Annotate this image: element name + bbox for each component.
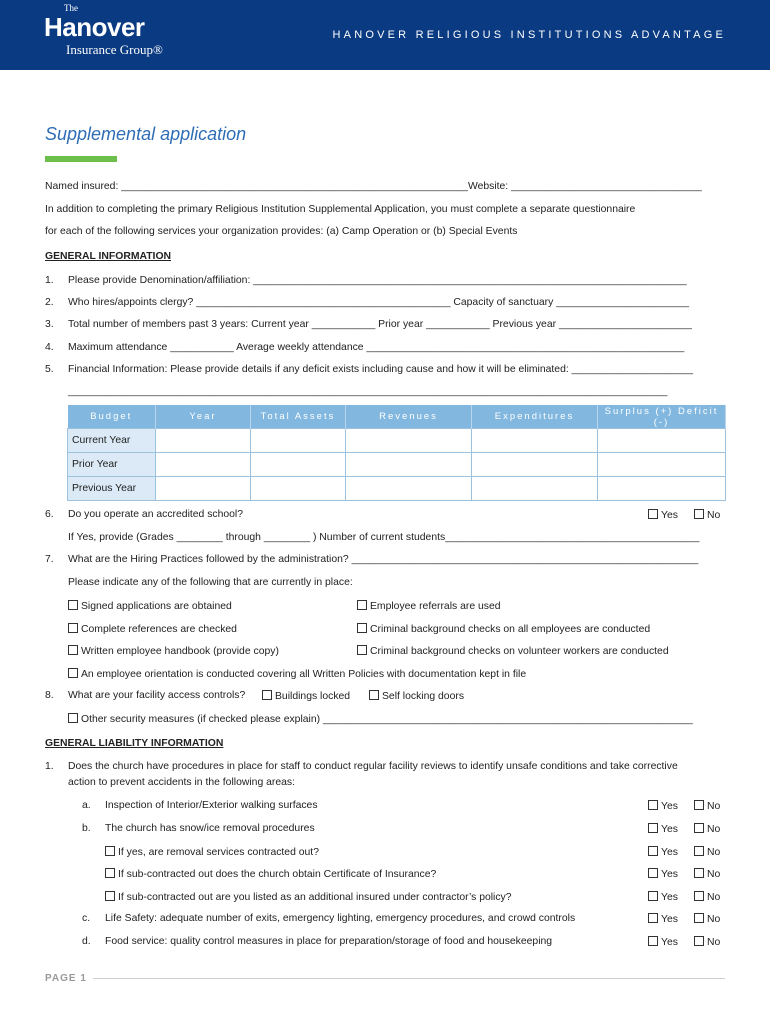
item-b3-yes[interactable] [648, 891, 678, 903]
hp-written-handbook[interactable] [68, 645, 279, 657]
q1-denomination-field[interactable]: Please provide Denomination/affiliation: ___________________________________________________________________________ [68, 275, 687, 286]
table-row [68, 477, 726, 501]
table-header-revenues: Revenues [346, 405, 472, 429]
table-cell-input[interactable] [598, 429, 726, 453]
q2-number: 2. [45, 297, 54, 308]
checkbox[interactable] [694, 823, 704, 833]
intro-line-1: In addition to completing the primary Religious Institution Supplemental Application, you must complete a separate questionnaire [45, 204, 636, 215]
item-b2-no[interactable] [694, 868, 720, 880]
checkbox[interactable] [648, 509, 658, 519]
item-b-snow-removal: The church has snow/ice removal procedures [105, 823, 315, 834]
row-label-current-year: Current Year [68, 429, 156, 453]
q8-other-label: Other security measures (if checked please explain) ________________________________________________________________ [81, 714, 693, 725]
table-cell-input[interactable] [598, 477, 726, 501]
item-b1-label: If yes, are removal services contracted out? [118, 847, 319, 858]
hp-references-label: Complete references are checked [81, 624, 237, 635]
table-header-year: Year [156, 405, 251, 429]
checkbox[interactable] [369, 690, 379, 700]
general-information-heading: GENERAL INFORMATION [45, 251, 172, 262]
item-a-no[interactable] [694, 800, 720, 812]
no-label: No [707, 824, 721, 835]
page-number: PAGE 1 [45, 973, 87, 984]
table-cell-input[interactable] [472, 453, 598, 477]
no-label: No [707, 869, 721, 880]
item-c-life-safety: Life Safety: adequate number of exits, emergency lighting, emergency procedures, and crowd controls [105, 913, 576, 924]
hp-employee-referrals[interactable] [357, 600, 501, 612]
q5-number: 5. [45, 364, 54, 375]
checkbox[interactable] [68, 668, 78, 678]
title-accent-bar [45, 156, 117, 162]
item-d-yes[interactable] [648, 936, 678, 948]
q5-financial-field[interactable]: Financial Information: Please provide details if any deficit exists including cause and how it will be eliminated: _____________________ [68, 364, 693, 375]
table-row [68, 453, 726, 477]
item-b3-additional-insured[interactable] [105, 891, 512, 903]
hp-employee-orientation[interactable] [68, 668, 526, 680]
q8-self-label: Self locking doors [382, 691, 465, 702]
item-b1-yes[interactable] [648, 846, 678, 858]
q5-answer-line[interactable]: ______________________________________________________________________________________________________________ [68, 386, 668, 397]
item-b-yes[interactable] [648, 823, 678, 835]
q4-number: 4. [45, 342, 54, 353]
yes-label: Yes [661, 847, 678, 858]
item-c-no[interactable] [694, 913, 720, 925]
yes-label: Yes [661, 937, 678, 948]
checkbox[interactable] [357, 623, 367, 633]
checkbox[interactable] [357, 600, 367, 610]
q8-buildings-label: Buildings locked [275, 691, 351, 702]
table-header-total-assets: Total Assets [251, 405, 346, 429]
q6-grades-field[interactable]: If Yes, provide (Grades ________ through ________ ) Number of current students____________________________________________ [68, 532, 700, 543]
logo-subtitle: Insurance Group® [66, 42, 163, 57]
q7-hiring-field[interactable]: What are the Hiring Practices followed by the administration? ____________________________________________________________ [68, 554, 699, 565]
checkbox[interactable] [694, 509, 704, 519]
row-label-prior-year: Prior Year [68, 453, 156, 477]
no-label: No [707, 847, 721, 858]
named-insured-field[interactable]: Named insured: ____________________________________________________________Website: _________________________________ [45, 181, 702, 192]
checkbox[interactable] [648, 800, 658, 810]
item-b2-label: If sub-contracted out does the church obtain Certificate of Insurance? [118, 869, 437, 880]
q8-self-locking-doors[interactable] [369, 690, 464, 702]
item-a-yes[interactable] [648, 800, 678, 812]
hp-signed-label: Signed applications are obtained [81, 601, 232, 612]
table-cell-input[interactable] [346, 453, 472, 477]
q3-number: 3. [45, 319, 54, 330]
q7-number: 7. [45, 554, 54, 565]
yes-label: Yes [661, 824, 678, 835]
checkbox[interactable] [694, 800, 704, 810]
table-cell-input[interactable] [251, 453, 346, 477]
checkbox[interactable] [694, 846, 704, 856]
yes-label: Yes [661, 510, 678, 521]
table-cell-input[interactable] [251, 429, 346, 453]
item-a-letter: a. [82, 800, 91, 811]
hp-criminal-vol-label: Criminal background checks on volunteer workers are conducted [370, 646, 669, 657]
checkbox[interactable] [694, 936, 704, 946]
checkbox[interactable] [648, 936, 658, 946]
gl-q1-number: 1. [45, 761, 54, 772]
hp-signed-applications[interactable] [68, 600, 232, 612]
checkbox[interactable] [648, 823, 658, 833]
financial-table-header [68, 405, 726, 429]
item-b3-no[interactable] [694, 891, 720, 903]
checkbox[interactable] [262, 690, 272, 700]
logo-the: The [64, 3, 78, 13]
q6-number: 6. [45, 509, 54, 520]
logo-hanover: Hanover [44, 12, 145, 42]
checkbox[interactable] [105, 891, 115, 901]
table-cell-input[interactable] [346, 429, 472, 453]
no-label: No [707, 937, 721, 948]
item-b1-no[interactable] [694, 846, 720, 858]
no-label: No [707, 801, 721, 812]
item-b1-contracted[interactable] [105, 846, 319, 858]
q4-attendance-field[interactable]: Maximum attendance ___________ Average weekly attendance _______________________________________________________ [68, 342, 685, 353]
no-label: No [707, 892, 721, 903]
financial-table [67, 405, 726, 501]
item-b-letter: b. [82, 823, 91, 834]
checkbox[interactable] [105, 846, 115, 856]
gl-q1-line-1: Does the church have procedures in place for staff to conduct regular facility reviews to identify unsafe conditions and take corrective [68, 761, 678, 772]
checkbox[interactable] [648, 868, 658, 878]
checkbox[interactable] [68, 600, 78, 610]
hp-criminal-all-label: Criminal background checks on all employees are conducted [370, 624, 651, 635]
q6-yes-option[interactable] [648, 509, 678, 521]
item-c-letter: c. [82, 913, 91, 924]
checkbox[interactable] [648, 846, 658, 856]
row-label-previous-year: Previous Year [68, 477, 156, 501]
yes-label: Yes [661, 801, 678, 812]
table-cell-input[interactable] [472, 429, 598, 453]
checkbox[interactable] [68, 623, 78, 633]
checkbox[interactable] [68, 645, 78, 655]
q3-members-field[interactable]: Total number of members past 3 years: Current year ___________ Prior year ___________ Previous year _______________________ [68, 319, 692, 330]
item-d-no[interactable] [694, 936, 720, 948]
table-header-surplus-deficit: Surplus (+) Deficit (-) [598, 405, 726, 429]
item-b2-yes[interactable] [648, 868, 678, 880]
checkbox[interactable] [68, 713, 78, 723]
q8-buildings-locked[interactable] [262, 690, 350, 702]
q8-other-security[interactable] [68, 713, 693, 725]
table-header-budget: Budget [68, 405, 156, 429]
page-title: Supplemental application [45, 124, 247, 144]
footer-divider [93, 978, 725, 979]
checkbox[interactable] [105, 868, 115, 878]
q8-number: 8. [45, 690, 54, 701]
item-b3-label: If sub-contracted out are you listed as an additional insured under contractor’s policy? [118, 892, 512, 903]
general-liability-heading: GENERAL LIABILITY INFORMATION [45, 738, 224, 749]
item-d-food-service: Food service: quality control measures in place for preparation/storage of food and housekeeping [105, 936, 553, 947]
table-header-expenditures: Expenditures [472, 405, 598, 429]
table-cell-input[interactable] [156, 477, 251, 501]
item-d-letter: d. [82, 936, 91, 947]
item-b2-certificate[interactable] [105, 868, 436, 880]
yes-label: Yes [661, 914, 678, 925]
q2-clergy-field[interactable]: Who hires/appoints clergy? ____________________________________________ Capacity of sanctuary _______________________ [68, 297, 690, 308]
hp-criminal-checks-employees[interactable] [357, 623, 650, 635]
q1-number: 1. [45, 275, 54, 286]
header-banner [0, 0, 770, 70]
item-b-no[interactable] [694, 823, 720, 835]
table-cell-input[interactable] [598, 453, 726, 477]
hp-criminal-checks-volunteers[interactable] [357, 645, 669, 657]
table-cell-input[interactable] [251, 477, 346, 501]
q7-instructions: Please indicate any of the following that are currently in place: [68, 577, 353, 588]
gl-q1-line-2: action to prevent accidents in the following areas: [68, 777, 295, 788]
intro-line-2: for each of the following services your organization provides: (a) Camp Operation or (b) Special Events [45, 226, 518, 237]
checkbox[interactable] [694, 913, 704, 923]
checkbox[interactable] [648, 891, 658, 901]
header-title: HANOVER RELIGIOUS INSTITUTIONS ADVANTAGE [332, 29, 726, 41]
no-label: No [707, 914, 721, 925]
table-row [68, 429, 726, 453]
item-c-yes[interactable] [648, 913, 678, 925]
table-cell-input[interactable] [346, 477, 472, 501]
checkbox[interactable] [357, 645, 367, 655]
checkbox[interactable] [648, 913, 658, 923]
checkbox[interactable] [694, 891, 704, 901]
table-cell-input[interactable] [156, 429, 251, 453]
hp-orientation-label: An employee orientation is conducted covering all Written Policies with documentation kept in file [81, 669, 527, 680]
q8-access-controls: What are your facility access controls? [68, 690, 246, 701]
checkbox[interactable] [694, 868, 704, 878]
table-cell-input[interactable] [156, 453, 251, 477]
item-a-walking-surfaces: Inspection of Interior/Exterior walking surfaces [105, 800, 318, 811]
q6-no-option[interactable] [694, 509, 720, 521]
q6-accredited-school: Do you operate an accredited school? [68, 509, 244, 520]
hp-handbook-label: Written employee handbook (provide copy) [81, 646, 279, 657]
hp-referrals-label: Employee referrals are used [370, 601, 501, 612]
table-cell-input[interactable] [472, 477, 598, 501]
no-label: No [707, 510, 721, 521]
yes-label: Yes [661, 869, 678, 880]
yes-label: Yes [661, 892, 678, 903]
hp-complete-references[interactable] [68, 623, 237, 635]
